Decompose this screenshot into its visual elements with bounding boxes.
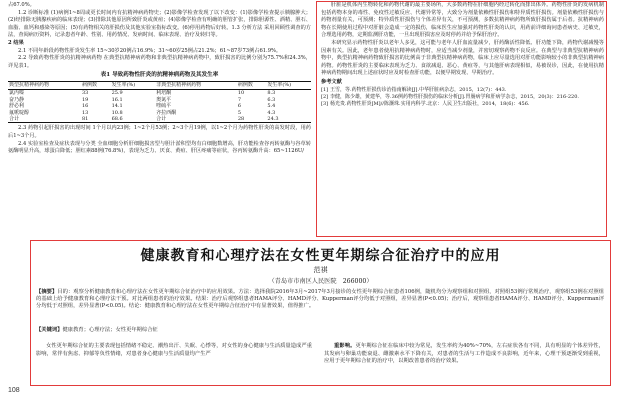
table-cell: 25.9	[111, 90, 123, 97]
article-body-right	[324, 343, 604, 366]
table-cell: 舒必利	[9, 103, 25, 110]
table-title: 表1 导致药物性肝炎的抗精神病药物及其发生率	[100, 72, 219, 79]
table-cell: 6	[237, 103, 242, 110]
table-cell: 16.1	[111, 96, 123, 103]
keywords-label: 【关键词】	[36, 327, 63, 333]
page-number: 108	[8, 387, 20, 394]
table-cell: 7	[237, 96, 242, 103]
table-cell: 奋乃静	[9, 96, 25, 103]
drug-table	[8, 81, 311, 123]
table-cell: 81	[81, 116, 111, 123]
reference-number: [3]	[321, 100, 329, 107]
table-cell: 5.4	[267, 103, 276, 110]
table-header: 发生率(%)	[111, 81, 156, 89]
table-cell: 喹硫平	[156, 103, 172, 110]
table-header-row	[8, 81, 311, 89]
article-body-left	[36, 343, 312, 358]
table-cell: 合计	[8, 116, 81, 123]
table-cell: 68.6	[111, 116, 156, 123]
table-row	[8, 90, 311, 97]
table-cell: 氟哌啶醇	[9, 109, 30, 116]
previous-article-left-column	[8, 2, 311, 156]
table-cell: 10.8	[111, 109, 123, 116]
table-cell: 5	[237, 109, 242, 116]
reference-number: [1]	[321, 86, 329, 93]
table-cell: 氯丙嗪	[9, 90, 25, 97]
paragraph: 女性更年期综合征的主要表现包括情绪不稳定、潮热出汗、失眠、心悸等，对女性的身心健康与生活质量造成严重影响，常伴有焦虑、抑郁等负性情绪，对患者身心健康与生活质量均产生严	[36, 343, 312, 357]
abstract	[36, 289, 604, 311]
previous-article-right-column	[321, 2, 604, 108]
table-cell: 合计	[155, 116, 237, 123]
paragraph: 肝脏是机体内生物转化和药物代谢的最主要场所，大多数药物在肝细胞内经过转化而排出体外。药物性肝炎的发病机制包括药物本身的毒性、免疫性过敏反应、代谢异常等，大致分为剂量依赖性肝损伤和特异质性肝损伤。剂量依赖性肝损伤与药物剂量有关，可预测；特异质性肝损伤与个体差异有关，不可预测，多数抗精神病药物所致肝损伤属于后者。抗精神病药物在长期使用过程中对肝脏会造成一定的损伤，临床医生应加强对药物性肝炎的认识，用药前详细询问患者病史、过敏史，合理选用药物，定期监测肝功能，一旦出现肝损害应及时停药并给予保肝治疗。	[321, 2, 604, 39]
table-cell: 齐拉西酮	[156, 109, 177, 116]
paragraph: 2.1 不同年龄段药物性肝炎发生率 15~30岁20例占16.9%；31~60岁25例占21.2%；61~87岁73例占61.9%。	[18, 47, 282, 54]
paragraph: 占67.0%。	[8, 2, 35, 8]
table-cell: 28	[237, 116, 267, 123]
reference-item	[321, 101, 604, 108]
table-cell: 13	[82, 109, 89, 116]
paragraph: 1.2 诊断标准 (1)病例1~8周或更长时间内有抗精神病药物史；(2)影像学检查发现了以下改变：(1)影像学检查提示胰腺肿大；(2)经排除无胰腺疾病的临床表现；(3)排除其他原因所致肝炎或黄疸；(4)影像学检查有明确的胆管扩张，排除胆源性、酒精、胆石、血脂、血钙和感染等原因；(5)有药物相关的肝损伤及其他实验室指标改变。(6)停用药物后好转。1.3 分析方法 采用回顾性调查的方法，查阅病历资料，记录患者年龄、性别、用药情况、发病时间、临床表现、治疗及转归等。	[8, 9, 311, 39]
table-cell: 8.3	[267, 90, 276, 97]
table-header: 典型抗精神病药物	[8, 81, 81, 89]
paragraph: 更年期综合征在临床中较为常见，发生率约为40%~70%，左右症状各有不同，具有明显的个体差异性，其发病与卵巢功能衰退、雌激素水平下降有关，对患者的生活与工作造成不良影响，近年来，心理干预逐渐受到重视，应用于更年期综合征的治疗中，以期改善患者的治疗效果。	[324, 343, 604, 365]
keywords	[36, 327, 604, 334]
table-cell: 24.3	[266, 116, 311, 123]
article-title: 健康教育和心理疗法在女性更年期综合征治疗中的应用	[140, 248, 501, 264]
article-affiliation: （青岛市市南区人民医院 266000）	[268, 278, 373, 285]
paragraph: 2.3 药物引起肝损害的出现时间 1个月以内23例；1~2个月53例；2~3个月19例，以1~2个月为药物性肝炎的高发时段，用药后1~3个月。	[8, 125, 311, 139]
reference-item	[321, 87, 604, 94]
reference-text: 杨光贵.药物性肝炎[M]//陈灏珠.实用内科学.北京：人民卫生出版社，2014，18(6)：456.	[330, 100, 530, 107]
article-author: 范祺	[313, 266, 328, 274]
paragraph-lead: 重影响。	[334, 343, 356, 349]
paragraph: 本研究显示药物性肝炎以老年人多见，这可能与老年人肝血流量减少，肝药酶活性降低、肝功能下降，药物代谢减慢等因素有关。因此，老年患者使用抗精神病药物时，应适当减少剂量，并密切观察药物不良反应。在典型与非典型抗精神病药物中，典型抗精神病药物致肝损害的比例高于非典型抗精神病药物，临床上应尽量选用对肝功能影响较小的非典型抗精神病药物。药物性肝炎的主要临床表现为乏力、食欲减退、恶心、黄疸等，与其他肝病表现相似，易被误诊，因此，在使用抗精神病药物期间出现上述症状时应及时检查肝功能，以便早期发现、早期治疗。	[321, 39, 604, 77]
table-cell: 16	[82, 103, 89, 110]
section-heading: 2 结果	[8, 39, 24, 46]
reference-item	[321, 94, 604, 101]
reference-number: [2]	[321, 93, 329, 100]
table-header: 病例数	[81, 81, 111, 89]
table-cell: 14.1	[111, 103, 123, 110]
table-cell: 4.3	[267, 109, 276, 116]
table-header: 发生率(%)	[266, 81, 311, 89]
keywords-text: 健康教育；心理疗法；女性更年期综合征	[62, 327, 158, 333]
table-row	[8, 116, 311, 123]
table-header: 非典型抗精神病药物	[155, 81, 237, 89]
abstract-label: 【摘要】	[36, 289, 58, 295]
paragraph: 2.4 实验室检查及症状表现与分类 全血细胞分析肝细胞损害型与胆汁淤积型均有白细胞数增高，肝功能检查谷丙转氨酶与谷草转氨酶明显升高，球蛋白降低；胆红素88例(76.8%)，表现为乏力、厌食、黄疸、肝区疼痛等症状，谷丙转氨酶升高：65~1126U/	[8, 140, 311, 155]
table-cell: 利培酮	[156, 90, 172, 97]
table-cell: 奥氮平	[156, 96, 172, 103]
references-heading: 参考文献	[321, 78, 342, 85]
reference-text: 王雪，等.药物性肝损伤诊治指南解读[J].中华肝脏病杂志，2015，12(7)：443.	[330, 86, 507, 93]
table-cell: 10	[237, 90, 245, 97]
table-cell: 33	[82, 90, 89, 97]
table-header: 病例数	[237, 81, 267, 89]
paragraph: 2.2 导致药物性肝炎的抗精神病药物 在典型抗精神病药物和非典型抗精神病药物中，致肝损害的比例分别为75.7%和24.3%，详见表1。	[8, 55, 311, 69]
abstract-text: 目的：观察分析健康教育和心理疗法在女性更年期综合征治疗中的应用效果。方法：选择我院2016年3月~2017年3月接诊的女性更年期综合征患者106例，随机均分为观察组和对照组，对照组53例行常规治疗，观察组53例在对照组的基础上给予健康教育和心理疗法干预。对比两组患者的治疗效果。结果：治疗后观察组患者HAMA评分、HAMD评分、Kupperman评分均低于对照组，差异显著(P<0.05)；治疗后，观察组患者HAMA评分、HAMD评分、Kupperman评分均低于对照组，差异显著(P<0.05)。结论：健康教育和心理疗法在女性更年期综合征治疗中有显著效果，值得推广。	[36, 289, 604, 310]
table-cell: 6.3	[267, 96, 276, 103]
reference-text: 李健，陈少雄，黄建华，等.36例药物性肝损伤的临床分析[J].胃肠病学和肝病学杂志，2015，20(3)：216-220.	[330, 93, 579, 100]
table-cell: 19	[82, 96, 89, 103]
